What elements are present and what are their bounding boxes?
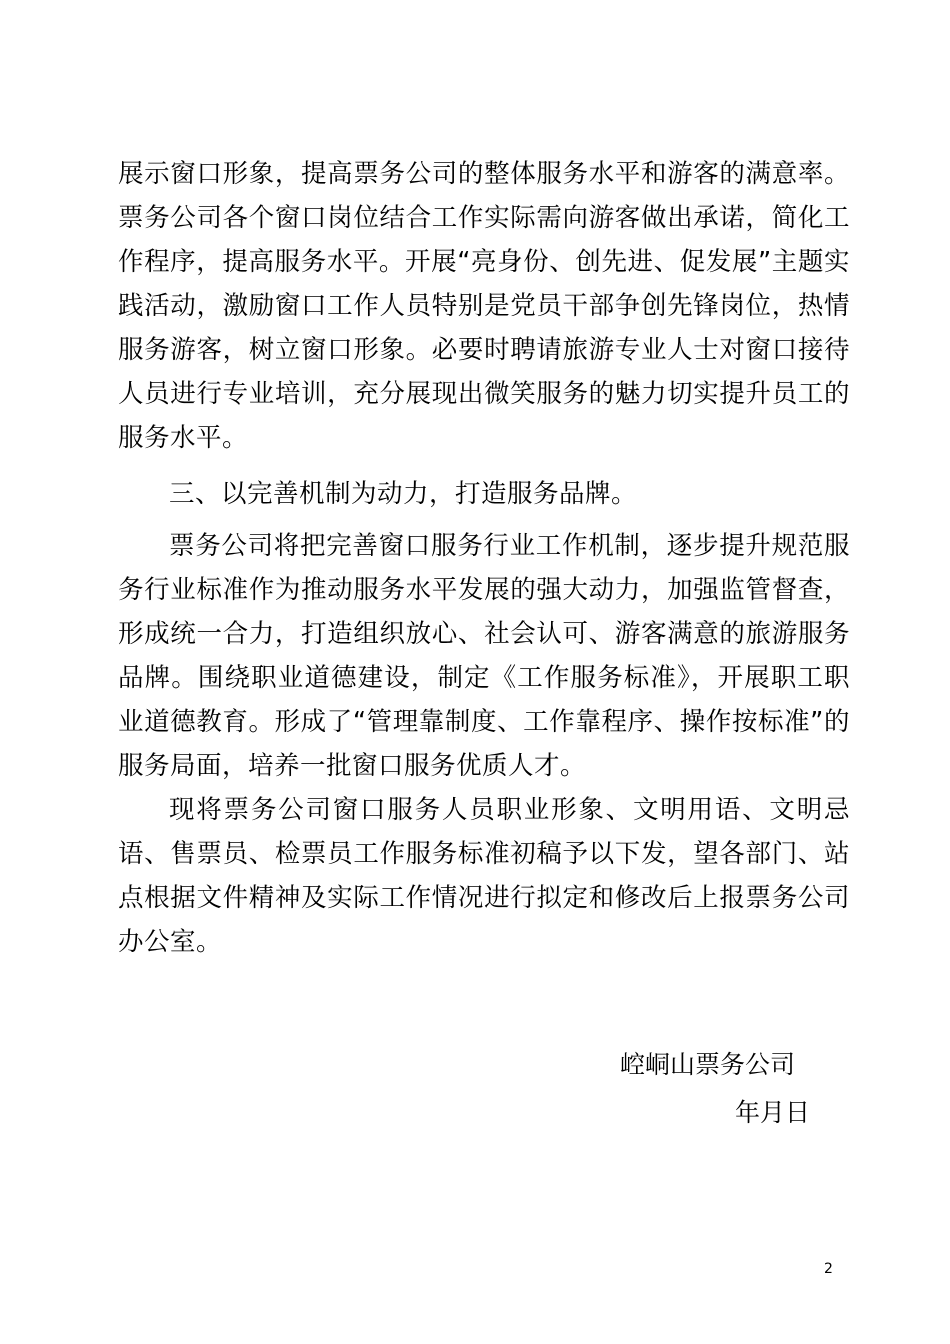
section-heading: 三、以完善机制为动力，打造服务品牌。 bbox=[169, 479, 638, 509]
signature-date: 年月日 bbox=[735, 1098, 811, 1127]
document-body bbox=[118, 152, 850, 964]
signature-org: 崆峒山票务公司 bbox=[620, 1050, 796, 1079]
paragraph-notice: 现将票务公司窗口服务人员职业形象、文明用语、文明忌语、售票员、检票员工作服务标准初稿予以下发，望各部门、站点根据文件精神及实际工作情况进行拟定和修改后上报票务公司办公室。 bbox=[118, 795, 850, 957]
paragraph-mechanism: 票务公司将把完善窗口服务行业工作机制，逐步提升规范服务行业标准作为推动服务水平发展的强大动力，加强监管督查，形成统一合力，打造组织放心、社会认可、游客满意的旅游服务品牌。围绕职业道德建设，制定《工作服务标准》，开展职工职业道德教育。形成了“管理靠制度、工作靠程序、操作按标准”的服务局面，培养一批窗口服务优质人才。 bbox=[118, 531, 850, 781]
page-number: 2 bbox=[824, 1261, 833, 1277]
paragraph-continuation: 展示窗口形象，提高票务公司的整体服务水平和游客的满意率。票务公司各个窗口岗位结合工作实际需向游客做出承诺，简化工作程序，提高服务水平。开展“亮身份、创先进、促发展”主题实践活动，激励窗口工作人员特别是党员干部争创先锋岗位，热情服务游客，树立窗口形象。必要时聘请旅游专业人士对窗口接待人员进行专业培训，充分展现出微笑服务的魅力切实提升员工的服务水平。 bbox=[118, 159, 850, 453]
